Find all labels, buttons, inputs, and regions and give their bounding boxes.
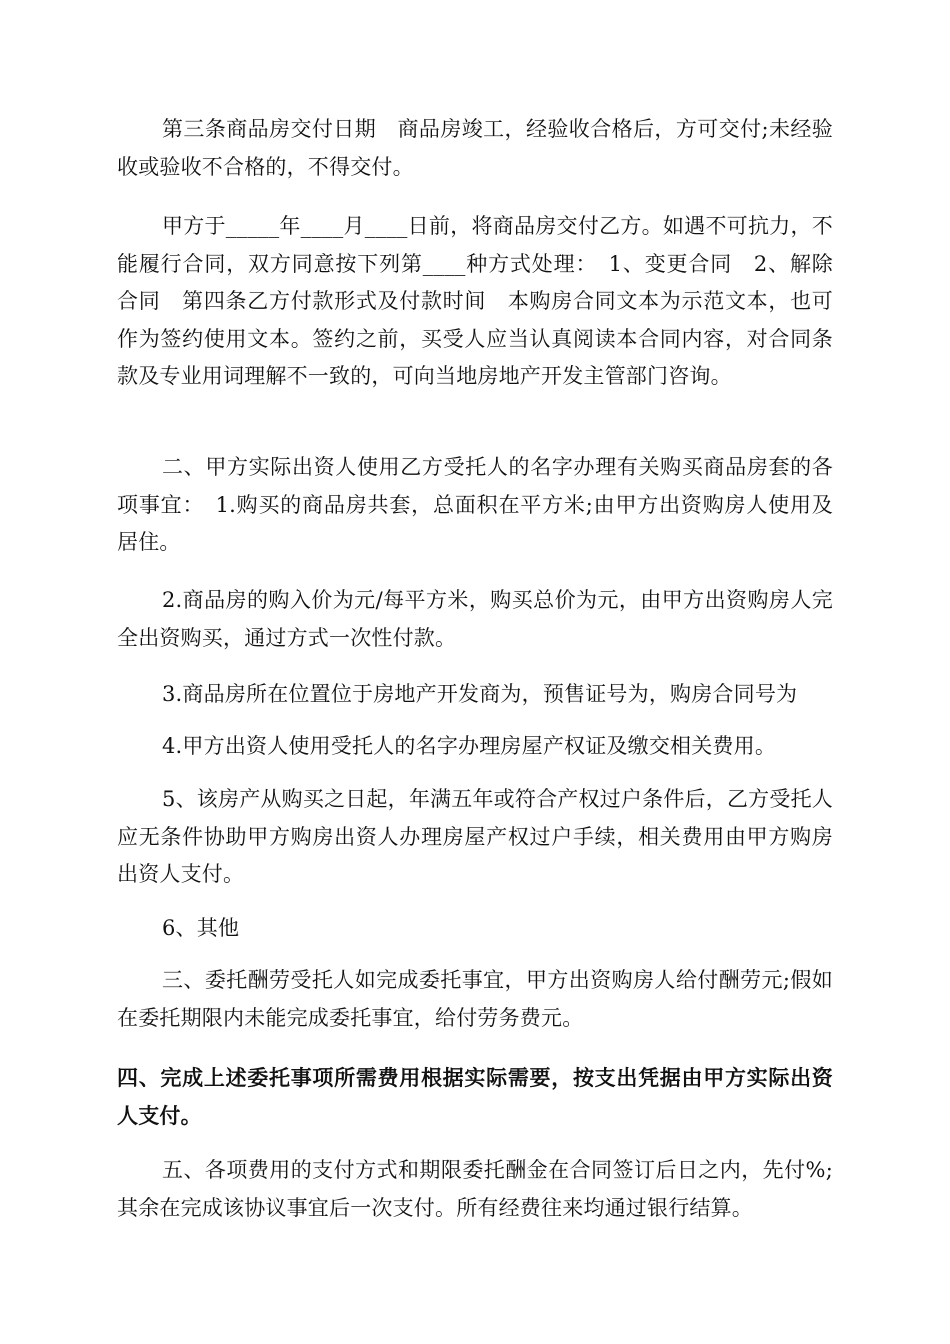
paragraph-section-3: 三、委托酬劳受托人如完成委托事宜，甲方出资购房人给付酬劳元;假如在委托期限内未能完成委托事宜，给付劳务费元。 — [117, 968, 833, 1030]
paragraph-item-4: 4.甲方出资人使用受托人的名字办理房屋产权证及缴交相关费用。 — [162, 734, 777, 758]
paragraph-section-4: 四、完成上述委托事项所需费用根据实际需要，按支出凭据由甲方实际出资人支付。 — [117, 1065, 833, 1128]
paragraph-item-6: 6、其他 — [162, 916, 240, 940]
paragraph-item-3: 3.商品房所在位置位于房地产开发商为，预售证号为，购房合同号为 — [162, 682, 798, 706]
paragraph-item-2: 2.商品房的购入价为元/每平方米，购买总价为元，由甲方出资购房人完全出资购买，通过方式一次性付款。 — [117, 588, 833, 650]
paragraph-section-5: 五、各项费用的支付方式和期限委托酬金在合同签订后日之内，先付%;其余在完成该协议事宜后一次支付。所有经费往来均通过银行结算。 — [117, 1158, 833, 1220]
paragraph-delivery-date: 甲方于_____年____月____日前，将商品房交付乙方。如遇不可抗力，不能履行合同，双方同意按下列第____种方式处理： 1、变更合同 2、解除合同 第四条乙方付款形式及付款时间 本购房合同文本为示范文本，也可作为签约使用文本。签约之前，买受人应当认真阅读本合同内容，对合同条款及专业用词理解不一致的，可向当地房地产开发主管部门咨询。 — [117, 214, 833, 388]
paragraph-item-5: 5、该房产从购买之日起，年满五年或符合产权过户条件后，乙方受托人应无条件协助甲方购房出资人办理房屋产权过户手续，相关费用由甲方购房出资人支付。 — [117, 787, 833, 886]
paragraph-article-3: 第三条商品房交付日期 商品房竣工，经验收合格后，方可交付;未经验收或验收不合格的，不得交付。 — [117, 117, 833, 179]
paragraph-section-2: 二、甲方实际出资人使用乙方受托人的名字办理有关购买商品房套的各项事宜： 1.购买的商品房共套，总面积在平方米;由甲方出资购房人使用及居住。 — [117, 455, 833, 554]
